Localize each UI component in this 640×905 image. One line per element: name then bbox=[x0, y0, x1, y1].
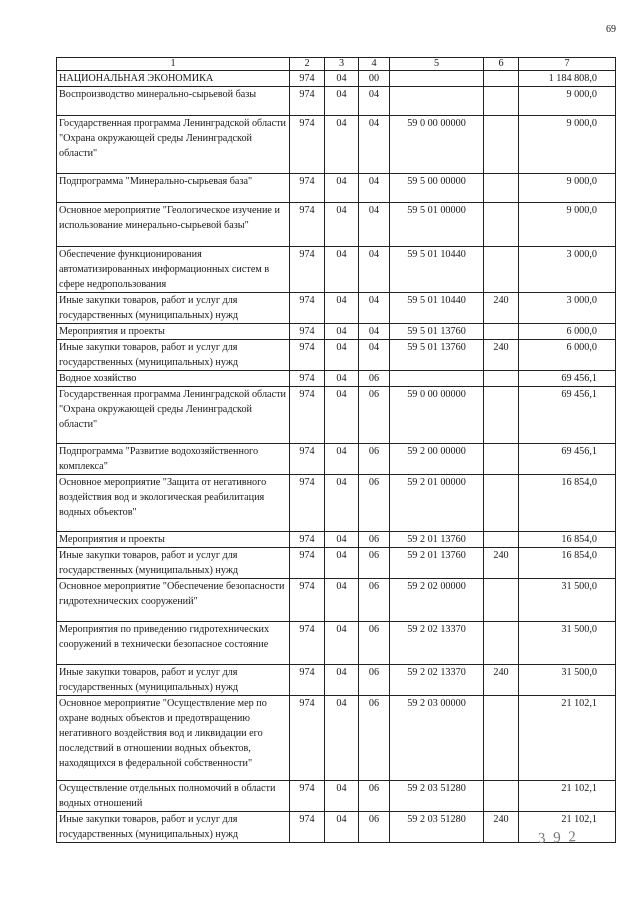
cell-name: Иные закупки товаров, работ и услуг для государственных (муниципальных) нужд bbox=[57, 812, 290, 843]
cell-vr bbox=[484, 116, 519, 174]
cell-name: Осуществление отдельных полномочий в области водных отношений bbox=[57, 781, 290, 812]
cell-sum: 6 000,0 bbox=[519, 324, 616, 340]
cell-name: Основное мероприятие "Обеспечение безопасности гидротехнических сооружений" bbox=[57, 579, 290, 622]
cell-csr bbox=[390, 87, 484, 116]
handwritten-page-mark: 3 9 2 bbox=[537, 828, 579, 848]
table-row bbox=[57, 371, 616, 387]
cell-name: Иные закупки товаров, работ и услуг для государственных (муниципальных) нужд bbox=[57, 548, 290, 579]
cell-pr: 04 bbox=[359, 174, 390, 203]
cell-name: Воспроизводство минерально-сырьевой базы bbox=[57, 87, 290, 116]
cell-csr: 59 2 01 13760 bbox=[390, 548, 484, 579]
cell-sum: 69 456,1 bbox=[519, 444, 616, 475]
cell-grbs: 974 bbox=[290, 548, 325, 579]
cell-grbs: 974 bbox=[290, 475, 325, 532]
cell-name: Государственная программа Ленинградской области "Охрана окружающей среды Ленинградской области" bbox=[57, 387, 290, 444]
cell-pr: 06 bbox=[359, 665, 390, 696]
cell-sum: 21 102,1 bbox=[519, 781, 616, 812]
table-row bbox=[57, 579, 616, 622]
table-row bbox=[57, 324, 616, 340]
cell-grbs: 974 bbox=[290, 812, 325, 843]
cell-name: Подпрограмма "Развитие водохозяйственного комплекса" bbox=[57, 444, 290, 475]
table-row bbox=[57, 812, 616, 843]
cell-pr: 06 bbox=[359, 812, 390, 843]
cell-grbs: 974 bbox=[290, 116, 325, 174]
cell-grbs: 974 bbox=[290, 293, 325, 324]
table-row bbox=[57, 247, 616, 293]
table-row bbox=[57, 174, 616, 203]
cell-grbs: 974 bbox=[290, 324, 325, 340]
cell-rz: 04 bbox=[325, 324, 359, 340]
cell-pr: 04 bbox=[359, 247, 390, 293]
cell-pr: 06 bbox=[359, 475, 390, 532]
cell-name: Мероприятия и проекты bbox=[57, 532, 290, 548]
cell-vr: 240 bbox=[484, 812, 519, 843]
cell-name: Подпрограмма "Минерально-сырьевая база" bbox=[57, 174, 290, 203]
cell-csr: 59 0 00 00000 bbox=[390, 116, 484, 174]
cell-csr: 59 2 03 51280 bbox=[390, 812, 484, 843]
cell-grbs: 974 bbox=[290, 203, 325, 247]
cell-grbs: 974 bbox=[290, 532, 325, 548]
cell-sum: 1 184 808,0 bbox=[519, 71, 616, 87]
cell-csr: 59 5 01 10440 bbox=[390, 247, 484, 293]
cell-name: Мероприятия по приведению гидротехнических сооружений в технически безопасное состояние bbox=[57, 622, 290, 665]
cell-grbs: 974 bbox=[290, 696, 325, 781]
column-number-row bbox=[57, 58, 616, 71]
cell-pr: 06 bbox=[359, 548, 390, 579]
cell-pr: 06 bbox=[359, 696, 390, 781]
cell-vr: 240 bbox=[484, 340, 519, 371]
cell-name: Иные закупки товаров, работ и услуг для государственных (муниципальных) нужд bbox=[57, 665, 290, 696]
cell-grbs: 974 bbox=[290, 444, 325, 475]
table-row bbox=[57, 87, 616, 116]
cell-grbs: 974 bbox=[290, 247, 325, 293]
cell-pr: 06 bbox=[359, 781, 390, 812]
cell-rz: 04 bbox=[325, 293, 359, 324]
cell-grbs: 974 bbox=[290, 387, 325, 444]
cell-csr: 59 5 01 10440 bbox=[390, 293, 484, 324]
cell-pr: 06 bbox=[359, 444, 390, 475]
cell-pr: 06 bbox=[359, 579, 390, 622]
cell-pr: 04 bbox=[359, 116, 390, 174]
table-row bbox=[57, 293, 616, 324]
cell-pr: 04 bbox=[359, 87, 390, 116]
table-row bbox=[57, 203, 616, 247]
cell-vr bbox=[484, 174, 519, 203]
cell-csr: 59 2 02 00000 bbox=[390, 579, 484, 622]
cell-csr bbox=[390, 371, 484, 387]
cell-name: Мероприятия и проекты bbox=[57, 324, 290, 340]
cell-rz: 04 bbox=[325, 371, 359, 387]
cell-pr: 04 bbox=[359, 324, 390, 340]
cell-grbs: 974 bbox=[290, 71, 325, 87]
cell-csr: 59 2 03 00000 bbox=[390, 696, 484, 781]
cell-rz: 04 bbox=[325, 548, 359, 579]
table-row bbox=[57, 387, 616, 444]
cell-vr bbox=[484, 696, 519, 781]
column-header: 2 bbox=[290, 58, 325, 71]
cell-name: Обеспечение функционирования автоматизированных информационных систем в сфере недропользования bbox=[57, 247, 290, 293]
cell-vr bbox=[484, 387, 519, 444]
cell-sum: 3 000,0 bbox=[519, 247, 616, 293]
cell-rz: 04 bbox=[325, 71, 359, 87]
cell-sum: 69 456,1 bbox=[519, 371, 616, 387]
table-row bbox=[57, 71, 616, 87]
cell-pr: 06 bbox=[359, 532, 390, 548]
budget-table bbox=[56, 57, 616, 843]
cell-grbs: 974 bbox=[290, 340, 325, 371]
cell-sum: 31 500,0 bbox=[519, 665, 616, 696]
cell-vr bbox=[484, 247, 519, 293]
column-header: 1 bbox=[57, 58, 290, 71]
page-number: 69 bbox=[606, 24, 616, 35]
column-header: 5 bbox=[390, 58, 484, 71]
cell-pr: 06 bbox=[359, 387, 390, 444]
cell-vr bbox=[484, 203, 519, 247]
cell-vr: 240 bbox=[484, 665, 519, 696]
cell-sum: 16 854,0 bbox=[519, 475, 616, 532]
cell-name: НАЦИОНАЛЬНАЯ ЭКОНОМИКА bbox=[57, 71, 290, 87]
cell-name: Иные закупки товаров, работ и услуг для государственных (муниципальных) нужд bbox=[57, 293, 290, 324]
cell-rz: 04 bbox=[325, 665, 359, 696]
cell-grbs: 974 bbox=[290, 371, 325, 387]
cell-name: Водное хозяйство bbox=[57, 371, 290, 387]
cell-grbs: 974 bbox=[290, 87, 325, 116]
cell-vr bbox=[484, 87, 519, 116]
column-header: 4 bbox=[359, 58, 390, 71]
table-row bbox=[57, 548, 616, 579]
cell-pr: 04 bbox=[359, 293, 390, 324]
cell-rz: 04 bbox=[325, 475, 359, 532]
cell-rz: 04 bbox=[325, 812, 359, 843]
cell-pr: 00 bbox=[359, 71, 390, 87]
cell-sum: 21 102,1 bbox=[519, 696, 616, 781]
cell-csr: 59 2 01 13760 bbox=[390, 532, 484, 548]
cell-grbs: 974 bbox=[290, 781, 325, 812]
cell-csr: 59 5 01 00000 bbox=[390, 203, 484, 247]
cell-csr: 59 2 02 13370 bbox=[390, 622, 484, 665]
cell-vr bbox=[484, 579, 519, 622]
cell-pr: 04 bbox=[359, 340, 390, 371]
cell-rz: 04 bbox=[325, 696, 359, 781]
table-row bbox=[57, 665, 616, 696]
cell-csr: 59 5 00 00000 bbox=[390, 174, 484, 203]
cell-grbs: 974 bbox=[290, 174, 325, 203]
cell-vr bbox=[484, 71, 519, 87]
cell-sum: 69 456,1 bbox=[519, 387, 616, 444]
cell-vr: 240 bbox=[484, 293, 519, 324]
cell-grbs: 974 bbox=[290, 622, 325, 665]
cell-rz: 04 bbox=[325, 174, 359, 203]
cell-rz: 04 bbox=[325, 781, 359, 812]
cell-rz: 04 bbox=[325, 387, 359, 444]
table-row bbox=[57, 532, 616, 548]
cell-sum: 31 500,0 bbox=[519, 622, 616, 665]
cell-rz: 04 bbox=[325, 622, 359, 665]
cell-csr: 59 2 03 51280 bbox=[390, 781, 484, 812]
cell-rz: 04 bbox=[325, 444, 359, 475]
cell-grbs: 974 bbox=[290, 579, 325, 622]
cell-rz: 04 bbox=[325, 532, 359, 548]
table-row bbox=[57, 444, 616, 475]
cell-grbs: 974 bbox=[290, 665, 325, 696]
table-row bbox=[57, 696, 616, 781]
cell-csr bbox=[390, 71, 484, 87]
table-row bbox=[57, 116, 616, 174]
cell-vr bbox=[484, 475, 519, 532]
cell-csr: 59 5 01 13760 bbox=[390, 340, 484, 371]
column-header: 3 bbox=[325, 58, 359, 71]
cell-csr: 59 2 01 00000 bbox=[390, 475, 484, 532]
cell-csr: 59 2 02 13370 bbox=[390, 665, 484, 696]
cell-rz: 04 bbox=[325, 340, 359, 371]
cell-sum: 16 854,0 bbox=[519, 532, 616, 548]
cell-sum: 9 000,0 bbox=[519, 87, 616, 116]
cell-vr bbox=[484, 371, 519, 387]
cell-vr bbox=[484, 444, 519, 475]
table-row bbox=[57, 340, 616, 371]
cell-csr: 59 2 00 00000 bbox=[390, 444, 484, 475]
cell-csr: 59 5 01 13760 bbox=[390, 324, 484, 340]
cell-pr: 06 bbox=[359, 622, 390, 665]
cell-rz: 04 bbox=[325, 116, 359, 174]
cell-vr bbox=[484, 324, 519, 340]
column-header: 6 bbox=[484, 58, 519, 71]
cell-vr bbox=[484, 532, 519, 548]
cell-sum: 9 000,0 bbox=[519, 174, 616, 203]
cell-name: Основное мероприятие "Геологическое изучение и использование минерально-сырьевой базы" bbox=[57, 203, 290, 247]
cell-csr: 59 0 00 00000 bbox=[390, 387, 484, 444]
cell-sum: 9 000,0 bbox=[519, 116, 616, 174]
cell-pr: 04 bbox=[359, 203, 390, 247]
cell-sum: 21 102,1 bbox=[519, 812, 616, 843]
table-row bbox=[57, 475, 616, 532]
column-header: 7 bbox=[519, 58, 616, 71]
cell-name: Государственная программа Ленинградской области "Охрана окружающей среды Ленинградской области" bbox=[57, 116, 290, 174]
cell-rz: 04 bbox=[325, 247, 359, 293]
table-row bbox=[57, 622, 616, 665]
cell-pr: 06 bbox=[359, 371, 390, 387]
cell-sum: 31 500,0 bbox=[519, 579, 616, 622]
cell-sum: 9 000,0 bbox=[519, 203, 616, 247]
cell-vr bbox=[484, 781, 519, 812]
cell-sum: 16 854,0 bbox=[519, 548, 616, 579]
cell-vr bbox=[484, 622, 519, 665]
cell-rz: 04 bbox=[325, 87, 359, 116]
cell-sum: 3 000,0 bbox=[519, 293, 616, 324]
table-row bbox=[57, 781, 616, 812]
cell-name: Основное мероприятие "Осуществление мер по охране водных объектов и предотвращению негативного воздействия вод и ликвидации его последствий в отношении водных объектов, находящихся в федеральной собственности" bbox=[57, 696, 290, 781]
cell-vr: 240 bbox=[484, 548, 519, 579]
cell-rz: 04 bbox=[325, 203, 359, 247]
cell-name: Иные закупки товаров, работ и услуг для государственных (муниципальных) нужд bbox=[57, 340, 290, 371]
cell-rz: 04 bbox=[325, 579, 359, 622]
cell-name: Основное мероприятие "Защита от негативного воздействия вод и экологическая реабилитация водных объектов" bbox=[57, 475, 290, 532]
cell-sum: 6 000,0 bbox=[519, 340, 616, 371]
